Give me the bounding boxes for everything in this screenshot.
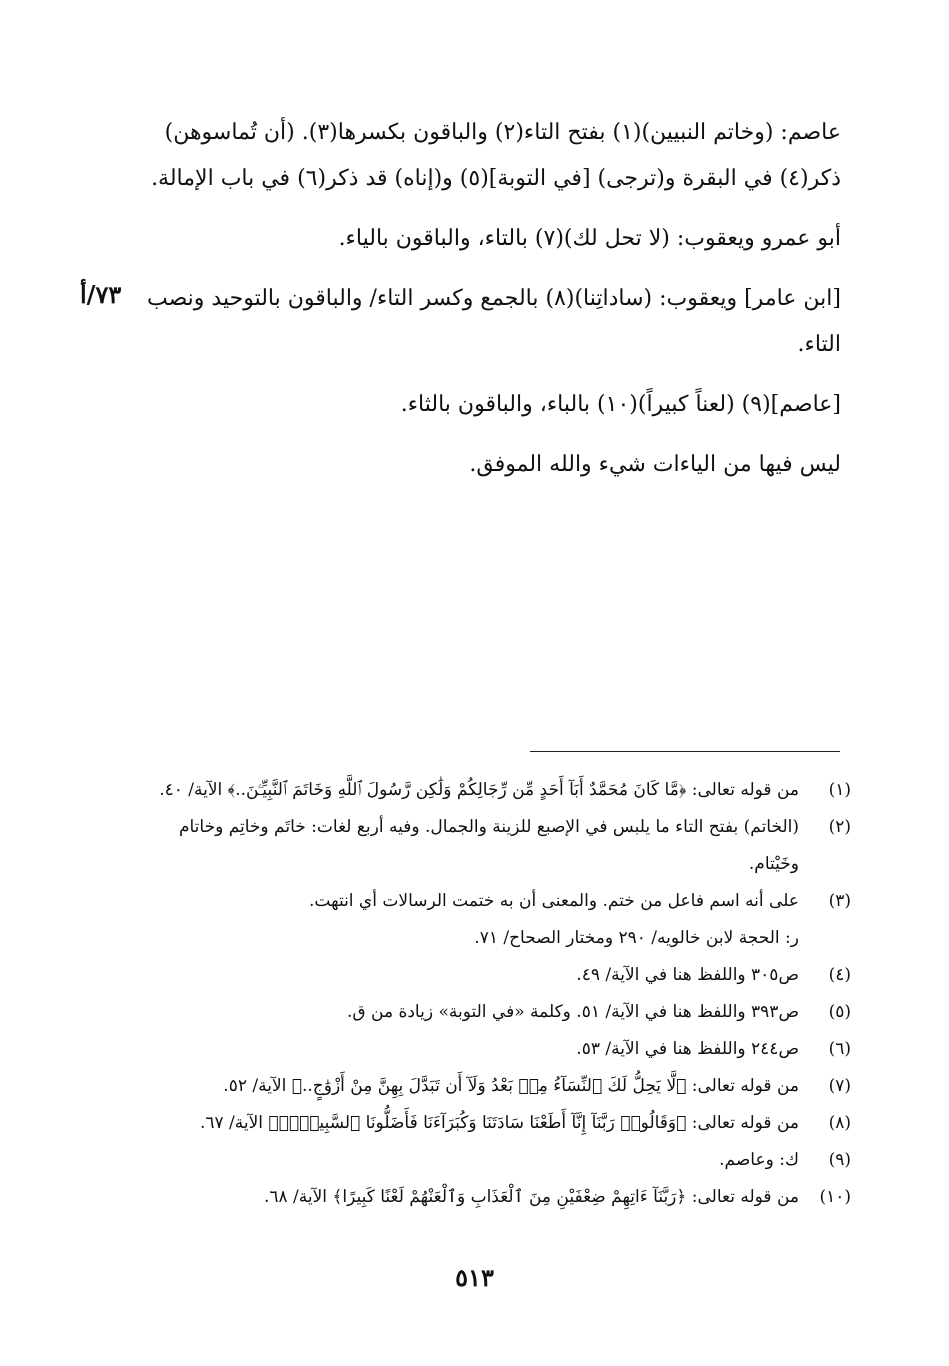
text-line: ذكر(٤) في البقرة و(ترجى) [في التوبة](٥) و(إناه) قد ذكر(٦) في باب الإمالة. [151,166,841,191]
footnote-text: من قوله تعالى: ﴿مَّا كَانَ مُحَمَّدٌ أَبَآ أَحَدٍ مِّن رِّجَالِكُمْ وَلَٰكِن رَّسُولَ ٱللَّهِ وَخَاتَمَ ٱلنَّبِيِّـۧنَ..﴾ الآية/ ٤٠. [159,780,799,800]
footnote-6 [81,1031,851,1068]
footnote-1 [81,772,851,809]
footnote-text: على أنه اسم فاعل من ختم. والمعنى أن به ختمت الرسالات أي انتهت. [309,891,799,911]
text-line: [عاصم](٩) (لعناً كبيراً)(١٠) بالباء، والباقون بالثاء. [400,392,841,417]
footnote-number: (٨) [828,1113,851,1133]
text-line: عاصم: (وخاتم النبيين)(١) بفتح التاء(٢) والباقون بكسرها(٣). (أن تُماسوهن) [164,120,841,145]
footnote-text: من قوله تعالى: ﴿لَّا يَحِلُّ لَكَ ٱلنِّسَآءُ مِنۢ بَعْدُ وَلَآ أَن تَبَدَّلَ بِهِنَّ مِنْ أَزْوَٰجٍ..﴾ الآية/ ٥٢. [223,1076,799,1096]
footnote-text: ص٣٠٥ واللفظ هنا في الآية/ ٤٩. [576,965,799,985]
footnote-text: ص٢٤٤ واللفظ هنا في الآية/ ٥٣. [576,1039,799,1059]
footnote-10 [81,1179,851,1216]
footnote-5 [81,994,851,1031]
paragraph-asim-2 [81,382,841,428]
text-line: ليس فيها من الياءات شيء والله الموفق. [469,452,841,477]
footnote-8 [81,1105,851,1142]
footnotes [81,772,851,1216]
footnote-3-reference: ر: الحجة لابن خالويه/ ٢٩٠ ومختار الصحاح/ ٧١. [474,928,799,948]
footnote-text: من قوله تعالى: ﴿رَبَّنَآ ءَاتِهِمْ ضِعْفَيْنِ مِنَ ٱلْعَذَابِ وَٱلْعَنْهُمْ لَعْنًا كَبِيرًا﴾ الآية/ ٦٨. [263,1187,799,1207]
paragraph-yaat [81,442,841,488]
footnote-7 [81,1068,851,1105]
footnote-2 [81,809,851,883]
footnote-divider [530,751,840,752]
footnote-number: (٢) [828,817,851,837]
footnote-number: (٥) [828,1002,851,1022]
text-line: التاء. [797,332,841,357]
paragraph-ibn-amir [81,276,841,368]
footnote-number: (٩) [828,1150,851,1170]
footnote-number: (٧) [828,1076,851,1096]
footnote-text: وخَيْتام. [748,854,799,874]
footnote-3 [81,883,851,920]
footnote-number: (١) [828,780,851,800]
footnote-text: من قوله تعالى: ﴿وَقَالُوا۟ رَبَّنَآ إِنَّآ أَطَعْنَا سَادَتَنَا وَكُبَرَآءَنَا فَأَضَلُّونَا ٱلسَّبِيلَا۠﴾ الآية/ ٦٧. [199,1113,799,1133]
footnote-number: (٤) [828,965,851,985]
footnote-4 [81,957,851,994]
footnote-text: (الخاتم) بفتح التاء ما يلبس في الإصبع للزينة والجمال. وفيه أربع لغات: خاتَم وخاتِم وخاتام [178,817,799,837]
text-line: أبو عمرو ويعقوب: (لا تحل لك)(٧) بالتاء، والباقون بالياء. [338,226,841,251]
page-number: ٥١٣ [455,1263,494,1292]
footnote-number: (١٠) [819,1187,851,1207]
footnote-number: (٦) [828,1039,851,1059]
manuscript-folio-marker: ٧٣/أ [80,280,122,309]
footnote-number: (٣) [828,891,851,911]
paragraph-asim [81,110,841,202]
footnote-9 [81,1142,851,1179]
main-text [81,110,841,502]
footnote-text: ص٣٩٣ واللفظ هنا في الآية/ ٥١. وكلمة «في التوبة» زيادة من ق. [347,1002,799,1022]
text-line: [ابن عامر] ويعقوب: (ساداتِنا)(٨) بالجمع وكسر التاء/ والباقون بالتوحيد ونصب [147,286,841,311]
paragraph-abu-amr [81,216,841,262]
footnote-text: ك: وعاصم. [719,1150,799,1170]
